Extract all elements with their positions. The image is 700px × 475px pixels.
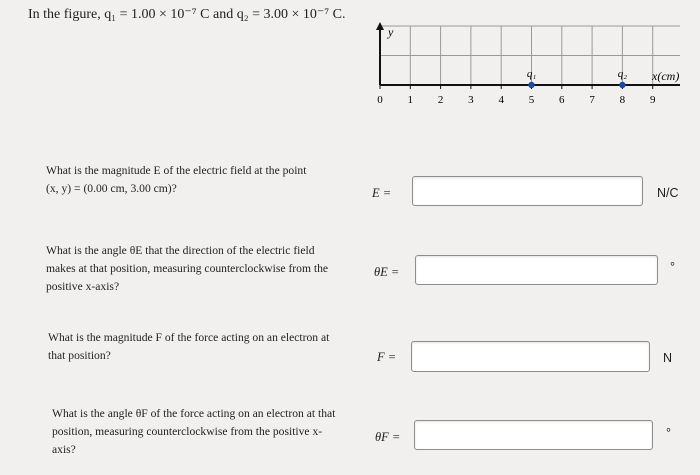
e-label: E =: [372, 186, 392, 200]
tick-label: 0: [377, 94, 383, 106]
question-line: What is the magnitude E of the electric field at the point: [46, 164, 307, 177]
theta-f-label: θF =: [375, 430, 401, 444]
theta-f-unit: °: [666, 426, 671, 440]
f-label: F =: [377, 350, 397, 364]
tick-label: 5: [528, 94, 535, 106]
theta-e-label: θE =: [374, 265, 400, 279]
theta-e-unit: °: [670, 260, 675, 274]
e-answer-input[interactable]: [412, 176, 643, 206]
problem-intro: In the figure, q₁ = 1.00 × 10⁻⁷ C and q₂ = 3.00 × 10⁻⁷ C.: [28, 7, 346, 22]
question-line: makes at that position, measuring counterclockwise from the: [46, 262, 329, 275]
question-e-magnitude: [46, 162, 351, 198]
tick-label: 2: [437, 94, 444, 106]
f-answer-input[interactable]: [411, 341, 650, 372]
x-axis-label: x(cm): [652, 69, 680, 83]
question-line: What is the magnitude F of the force acting on an electron at: [48, 331, 330, 344]
theta-e-answer-input[interactable]: [415, 255, 658, 285]
charge-dot: [619, 82, 625, 88]
question-e-angle: [46, 242, 351, 296]
tick-label: 4: [498, 94, 504, 106]
charge-label: q₂: [617, 68, 628, 80]
tick-label: 6: [559, 94, 565, 106]
tick-labels: [377, 94, 656, 106]
tick-label: 3: [468, 94, 474, 106]
question-f-angle: [52, 405, 357, 459]
tick-label: 7: [589, 94, 595, 106]
question-line: axis?: [52, 443, 76, 456]
question-line: position, measuring counterclockwise from the positive x-: [52, 425, 323, 438]
charge-figure: [360, 18, 680, 113]
question-line: What is the angle θF of the force acting on an electron at that: [52, 407, 336, 420]
charge-dot: [528, 82, 534, 88]
question-line: positive x-axis?: [46, 280, 120, 293]
question-line: (x, y) = (0.00 cm, 3.00 cm)?: [46, 182, 177, 195]
e-unit: N/C: [657, 186, 679, 200]
question-line: that position?: [48, 349, 111, 362]
y-axis-label: y: [388, 25, 394, 39]
f-unit: N: [663, 351, 673, 365]
question-f-magnitude: [48, 329, 353, 365]
tick-label: 9: [649, 94, 656, 106]
tick-label: 8: [619, 94, 626, 106]
question-line: What is the angle θE that the direction of the electric field: [46, 244, 315, 257]
tick-label: 1: [407, 94, 414, 106]
charge-label: q₁: [526, 68, 537, 80]
theta-f-answer-input[interactable]: [414, 420, 653, 450]
